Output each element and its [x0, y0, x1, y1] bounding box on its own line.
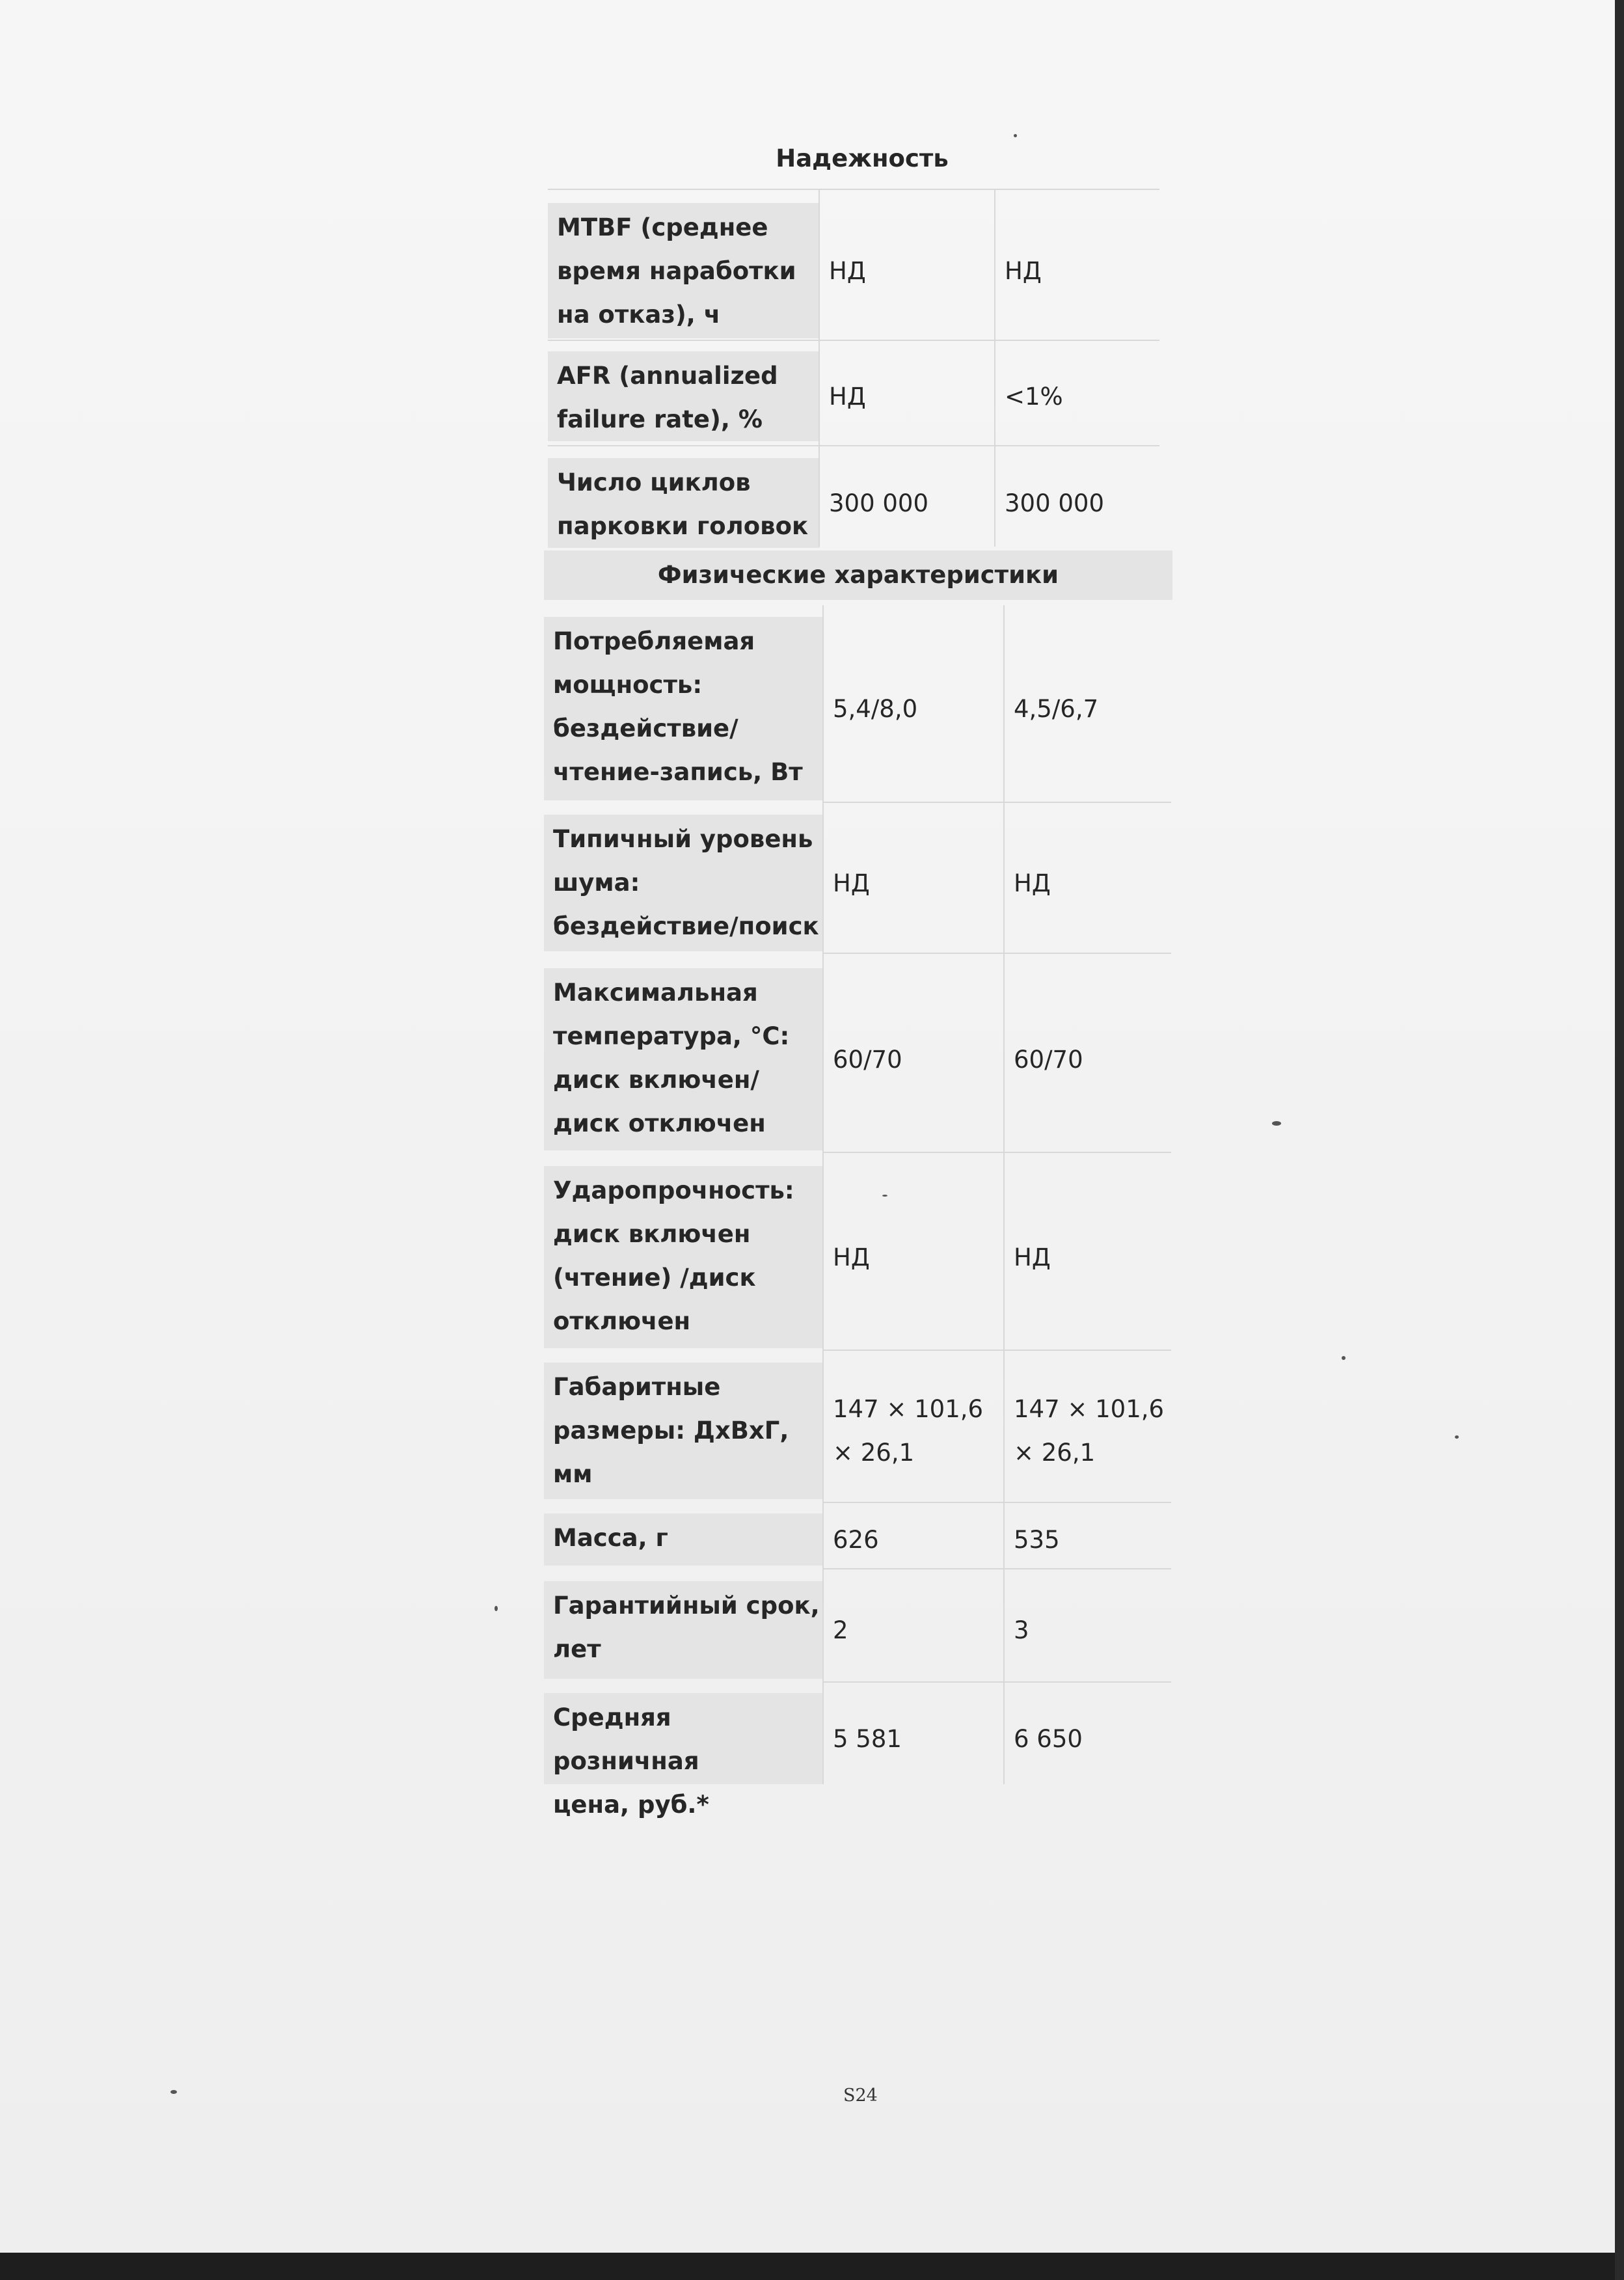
- row-value-max-temp-col1: [824, 968, 1005, 1150]
- row-label-noise: Типичный уровень шума: бездействие/поиск: [544, 815, 824, 951]
- value-text: 4,5/6,7: [1014, 694, 1099, 723]
- scanner-edge-bottom: [0, 2253, 1624, 2280]
- row-label-price: Средняя розничная цена, руб.*: [544, 1693, 824, 1784]
- value-text: НД: [833, 869, 870, 897]
- row-value-price-col1: [824, 1693, 1005, 1784]
- row-value-noise-col1: [824, 815, 1005, 951]
- value-text: НД: [829, 256, 866, 285]
- divider: [824, 802, 1171, 803]
- row-value-noise-col2: [1005, 815, 1171, 951]
- section-title-reliability: Надежность: [776, 144, 949, 172]
- value-text: <1%: [1005, 382, 1063, 411]
- divider: [824, 1152, 1171, 1153]
- scan-speck: [494, 1606, 498, 1611]
- row-label-mtbf: MTBF (среднее время наработки на отказ), ч: [548, 203, 820, 338]
- row-label-dimensions: Габаритные размеры: ДхВхГ, мм: [544, 1363, 824, 1499]
- divider: [824, 953, 1171, 954]
- value-text: НД: [1014, 869, 1051, 897]
- row-value-mtbf-col2: [995, 203, 1158, 338]
- value-text: 60/70: [1014, 1045, 1083, 1074]
- row-value-power-col2: [1005, 617, 1171, 800]
- row-value-mtbf-col1: [820, 203, 995, 338]
- value-text: 535: [1014, 1525, 1060, 1554]
- value-text: 6 650: [1014, 1724, 1083, 1753]
- row-label-mass: Масса, г: [544, 1513, 824, 1566]
- section-title-physical: Физические характеристики: [544, 550, 1172, 600]
- row-value-shock-col2: [1005, 1166, 1171, 1348]
- value-text: НД: [829, 382, 866, 411]
- divider: [824, 1681, 1171, 1683]
- row-label-warranty: Гарантийный срок, лет: [544, 1581, 824, 1679]
- divider: [824, 1568, 1171, 1569]
- row-value-max-temp-col2: [1005, 968, 1171, 1150]
- scanner-edge-right: [1615, 0, 1624, 2280]
- row-label-max-temp: Максимальная температура, °С: диск включен/ диск отключен: [544, 968, 824, 1150]
- row-value-park-cycles-col1: [820, 458, 995, 548]
- scan-speck: [170, 2090, 177, 2094]
- row-value-afr-col2: [995, 351, 1158, 441]
- scan-speck: [1272, 1121, 1281, 1126]
- scan-speck: [1455, 1435, 1459, 1439]
- value-text: 5 581: [833, 1724, 902, 1753]
- row-value-shock-col1: [824, 1166, 1005, 1348]
- row-value-dimensions-col2: [1005, 1363, 1171, 1499]
- value-text: 3: [1014, 1616, 1029, 1644]
- scan-speck: [1342, 1356, 1346, 1360]
- value-text: 626: [833, 1525, 879, 1554]
- page-number: S24: [843, 2085, 878, 2106]
- row-label-shock: Ударопрочность: диск включен (чтение) /диск отключен: [544, 1166, 824, 1348]
- value-text: НД: [1014, 1243, 1051, 1271]
- value-text: НД: [833, 1243, 870, 1271]
- row-value-price-col2: [1005, 1693, 1171, 1784]
- row-value-warranty-col1: [824, 1581, 1005, 1679]
- value-text: 2: [833, 1616, 848, 1644]
- divider: [824, 1502, 1171, 1503]
- value-text: 300 000: [1005, 489, 1105, 517]
- row-label-afr: AFR (annualized failure rate), %: [548, 351, 820, 441]
- divider: [548, 189, 1159, 190]
- scan-speck: [882, 1195, 887, 1197]
- row-value-power-col1: [824, 617, 1005, 800]
- value-text: 147 × 101,6 × 26,1: [833, 1395, 984, 1467]
- row-value-dimensions-col1: [824, 1363, 1005, 1499]
- column-divider: [822, 605, 824, 1784]
- row-value-afr-col1: [820, 351, 995, 441]
- value-text: 5,4/8,0: [833, 694, 918, 723]
- column-divider: [819, 190, 820, 547]
- row-value-mass-col1: [824, 1513, 1005, 1566]
- divider: [548, 445, 1159, 446]
- row-label-power: Потребляемая мощность: бездействие/ чтение-запись, Вт: [544, 617, 824, 800]
- column-divider: [1003, 605, 1005, 1784]
- divider: [824, 1350, 1171, 1351]
- column-divider: [994, 190, 995, 547]
- row-label-park-cycles: Число циклов парковки головок: [548, 458, 820, 548]
- row-value-mass-col2: [1005, 1513, 1171, 1566]
- value-text: 300 000: [829, 489, 929, 517]
- divider: [548, 340, 1159, 341]
- scan-speck: [1014, 134, 1017, 137]
- row-value-park-cycles-col2: [995, 458, 1158, 548]
- value-text: НД: [1005, 256, 1042, 285]
- value-text: 147 × 101,6 × 26,1: [1014, 1395, 1165, 1467]
- value-text: 60/70: [833, 1045, 902, 1074]
- row-value-warranty-col2: [1005, 1581, 1171, 1679]
